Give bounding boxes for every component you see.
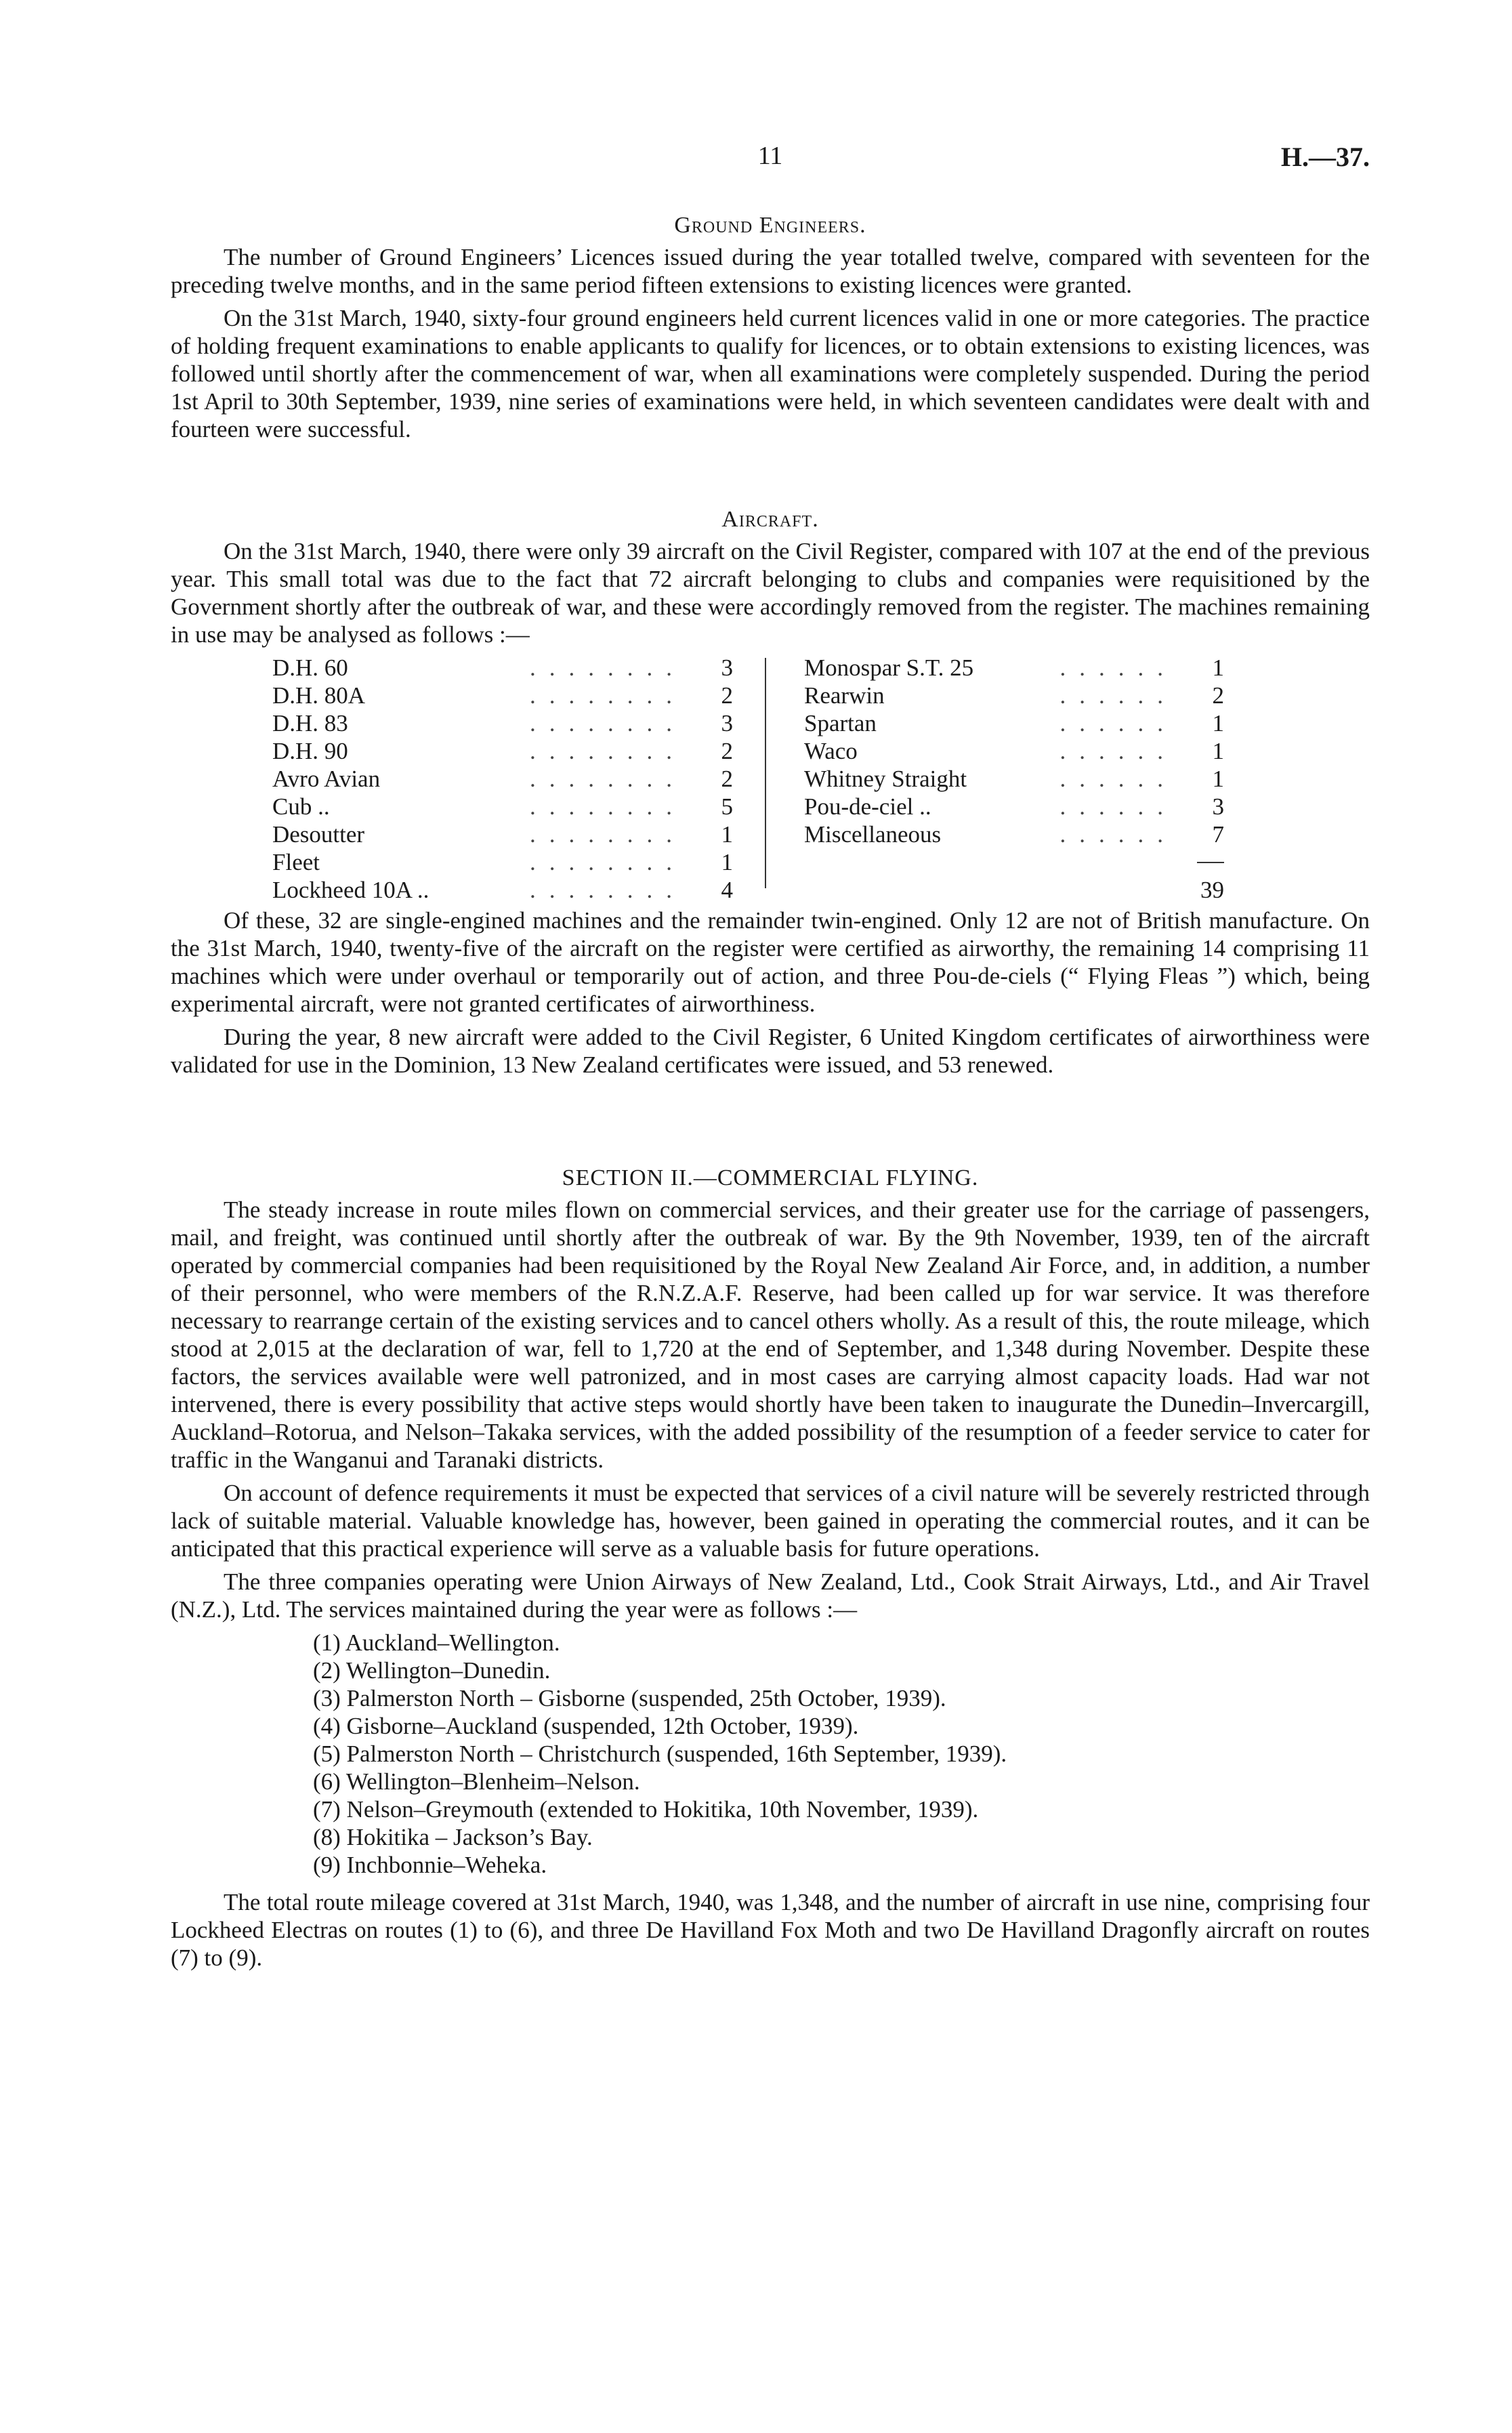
aircraft-count: 2 <box>1212 682 1224 709</box>
table-row: Fleet ........ 1 <box>272 849 733 875</box>
table-row: Desoutter ........ 1 <box>272 821 733 848</box>
table-row: Pou-de-ciel .. ...... 3 <box>804 793 1224 820</box>
commercial-paragraph-2: On account of defence requirements it must be expected that services of a civil nature will be severely restricted through lack of suitable material. Valuable knowledge has, however, been gained in operating the commercial routes, and it can be anticipated that this practical experience will serve as a valuable basis for future operations. <box>171 1480 1370 1562</box>
table-row: D.H. 90 ........ 2 <box>272 738 733 764</box>
list-item: (8) Hokitika – Jackson’s Bay. <box>313 1824 593 1850</box>
aircraft-count: 4 <box>721 877 733 903</box>
aircraft-count: 3 <box>721 710 733 736</box>
aircraft-type: Miscellaneous <box>804 820 945 848</box>
aircraft-type: Rearwin <box>804 682 889 709</box>
document-code: H.—37. <box>1280 142 1370 172</box>
aircraft-count: 3 <box>1212 793 1224 820</box>
aircraft-type: Spartan <box>804 709 881 737</box>
aircraft-intro: On the 31st March, 1940, there were only 39 aircraft on the Civil Register, compared with 107 at the end of the previous year. This small total was due to the fact that 72 aircraft belonging to clubs and companies were requisitioned by the Government shortly after the outbreak of war, and these were accordingly removed from the register. The machines remaining in use may be analysed as follows :— <box>171 538 1370 648</box>
list-item: (4) Gisborne–Auckland (suspended, 12th October, 1939). <box>313 1713 859 1739</box>
aircraft-count: 1 <box>1212 738 1224 764</box>
list-item: (5) Palmerston North – Christchurch (suspended, 16th September, 1939). <box>313 1741 1007 1767</box>
table-row: D.H. 80A ........ 2 <box>272 682 733 709</box>
aircraft-count: 2 <box>721 738 733 764</box>
aircraft-paragraph-1: Of these, 32 are single-engined machines and the remainder twin-engined. Only 12 are not of British manufacture. On the 31st March, 1940, twenty-five of the aircraft on the register were certified as airworthy, the remaining 14 comprising 11 machines which were under overhaul or temporarily out of action, and three Pou-de-ciels (“ Flying Fleas ”) which, being experimental aircraft, were not granted certificates of airworthiness. <box>171 907 1370 1017</box>
table-row: Avro Avian ........ 2 <box>272 766 733 792</box>
aircraft-type: Desoutter <box>272 820 369 848</box>
aircraft-type: D.H. 80A <box>272 682 369 709</box>
aircraft-type: D.H. 60 <box>272 654 352 682</box>
aircraft-type: Fleet <box>272 848 324 876</box>
aircraft-heading: Aircraft. <box>721 507 819 532</box>
total-rule <box>1197 862 1224 863</box>
page-header <box>171 141 1370 182</box>
aircraft-type: Waco <box>804 737 862 765</box>
table-row: Spartan ...... 1 <box>804 710 1224 736</box>
aircraft-table <box>171 654 1370 903</box>
aircraft-count: 2 <box>721 682 733 709</box>
aircraft-type: D.H. 83 <box>272 709 352 737</box>
aircraft-count: 7 <box>1212 821 1224 848</box>
list-item: (6) Wellington–Blenheim–Nelson. <box>313 1768 640 1795</box>
aircraft-type: D.H. 90 <box>272 737 352 765</box>
aircraft-type: Lockheed 10A .. <box>272 876 433 904</box>
page-number: 11 <box>757 142 783 170</box>
list-item: (2) Wellington–Dunedin. <box>313 1657 551 1684</box>
table-row: D.H. 60 ........ 3 <box>272 654 733 681</box>
table-row: Cub .. ........ 5 <box>272 793 733 820</box>
total-rule-row <box>804 848 1224 876</box>
list-item: (1) Auckland–Wellington. <box>313 1629 560 1656</box>
aircraft-count: 2 <box>721 766 733 792</box>
list-item: (3) Palmerston North – Gisborne (suspended, 25th October, 1939). <box>313 1685 946 1711</box>
ground-engineers-paragraph-1: The number of Ground Engineers’ Licences issued during the year totalled twelve, compared with seventeen for the preceding twelve months, and in the same period fifteen extensions to existing licences were granted. <box>171 244 1370 298</box>
commercial-closing-paragraph: The total route mileage covered at 31st March, 1940, was 1,348, and the number of aircraft in use nine, comprising four Lockheed Electras on routes (1) to (6), and three De Havilland Fox Moth and two De Havilland Dragonfly aircraft on routes (7) to (9). <box>171 1889 1370 1971</box>
commercial-flying-heading: SECTION II.—COMMERCIAL FLYING. <box>562 1165 979 1190</box>
aircraft-table-left-column <box>272 654 733 904</box>
total-row <box>804 876 1224 904</box>
aircraft-count: 1 <box>1212 766 1224 792</box>
column-divider <box>765 658 766 888</box>
aircraft-type: Whitney Straight <box>804 765 971 793</box>
ground-engineers-heading: Ground Engineers. <box>674 213 866 238</box>
table-row: Lockheed 10A .. ........ 4 <box>272 877 733 903</box>
aircraft-count: 1 <box>721 849 733 875</box>
aircraft-type: Avro Avian <box>272 765 384 793</box>
table-row: D.H. 83 ........ 3 <box>272 710 733 736</box>
table-row: Monospar S.T. 25 ...... 1 <box>804 654 1224 681</box>
ground-engineers-paragraph-2: On the 31st March, 1940, sixty-four ground engineers held current licences valid in one or more categories. The practice of holding frequent examinations to enable applicants to qualify for licences, or to obtain extensions to existing licences, was followed until shortly after the commencement of war, when all examinations were completely suspended. During the period 1st April to 30th September, 1939, nine series of examinations were held, in which seventeen candidates were dealt with and fourteen were successful. <box>171 305 1370 442</box>
aircraft-paragraph-2: During the year, 8 new aircraft were added to the Civil Register, 6 United Kingdom certificates of airworthiness were validated for use in the Dominion, 13 New Zealand certificates were issued, and 53 renewed. <box>171 1024 1370 1078</box>
list-item: (9) Inchbonnie–Weheka. <box>313 1852 547 1878</box>
table-row: Rearwin ...... 2 <box>804 682 1224 709</box>
aircraft-count: 5 <box>721 793 733 820</box>
aircraft-type: Monospar S.T. 25 <box>804 654 978 682</box>
aircraft-count: 1 <box>1212 654 1224 681</box>
table-row: Waco ...... 1 <box>804 738 1224 764</box>
commercial-paragraph-1: The steady increase in route miles flown on commercial services, and their greater use for the carriage of passengers, mail, and freight, was continued until shortly after the outbreak of war. By the 9th November, 1939, ten of the aircraft operated by commercial companies had been requisitioned by the Royal New Zealand Air Force, and, in addition, a number of their personnel, who were members of the R.N.Z.A.F. Reserve, had been called up for war service. It was therefore necessary to rearrange certain of the existing services and to cancel others wholly. As a result of this, the route mileage, which stood at 2,015 at the declaration of war, fell to 1,720 at the end of September, and 1,348 during November. Despite these factors, the services available were well patronized, and in most cases are carrying almost capacity loads. Had war not intervened, there is every possibility that active steps would shortly have been taken to inaugurate the Dunedin–Invercargill, Auckland–Rotorua, and Nelson–Takaka services, with the added possibility of the resumption of a feeder service to cater for traffic in the Wanganui and Taranaki districts. <box>171 1197 1370 1473</box>
commercial-paragraph-3: The three companies operating were Union Airways of New Zealand, Ltd., Cook Strait Airways, Ltd., and Air Travel (N.Z.), Ltd. The services maintained during the year were as follows :— <box>171 1568 1370 1623</box>
aircraft-count: 1 <box>721 821 733 848</box>
aircraft-table-right-column <box>804 654 1224 904</box>
list-item: (7) Nelson–Greymouth (extended to Hokitika, 10th November, 1939). <box>313 1796 979 1823</box>
aircraft-count: 3 <box>721 654 733 681</box>
aircraft-type: Cub .. <box>272 793 334 820</box>
aircraft-type: Pou-de-ciel .. <box>804 793 936 820</box>
page-content <box>171 211 1370 1977</box>
table-row: Whitney Straight ...... 1 <box>804 766 1224 792</box>
aircraft-count: 1 <box>1212 710 1224 736</box>
aircraft-total: 39 <box>1200 877 1224 903</box>
table-row: Miscellaneous ...... 7 <box>804 821 1224 848</box>
routes-list <box>171 1629 1370 1879</box>
